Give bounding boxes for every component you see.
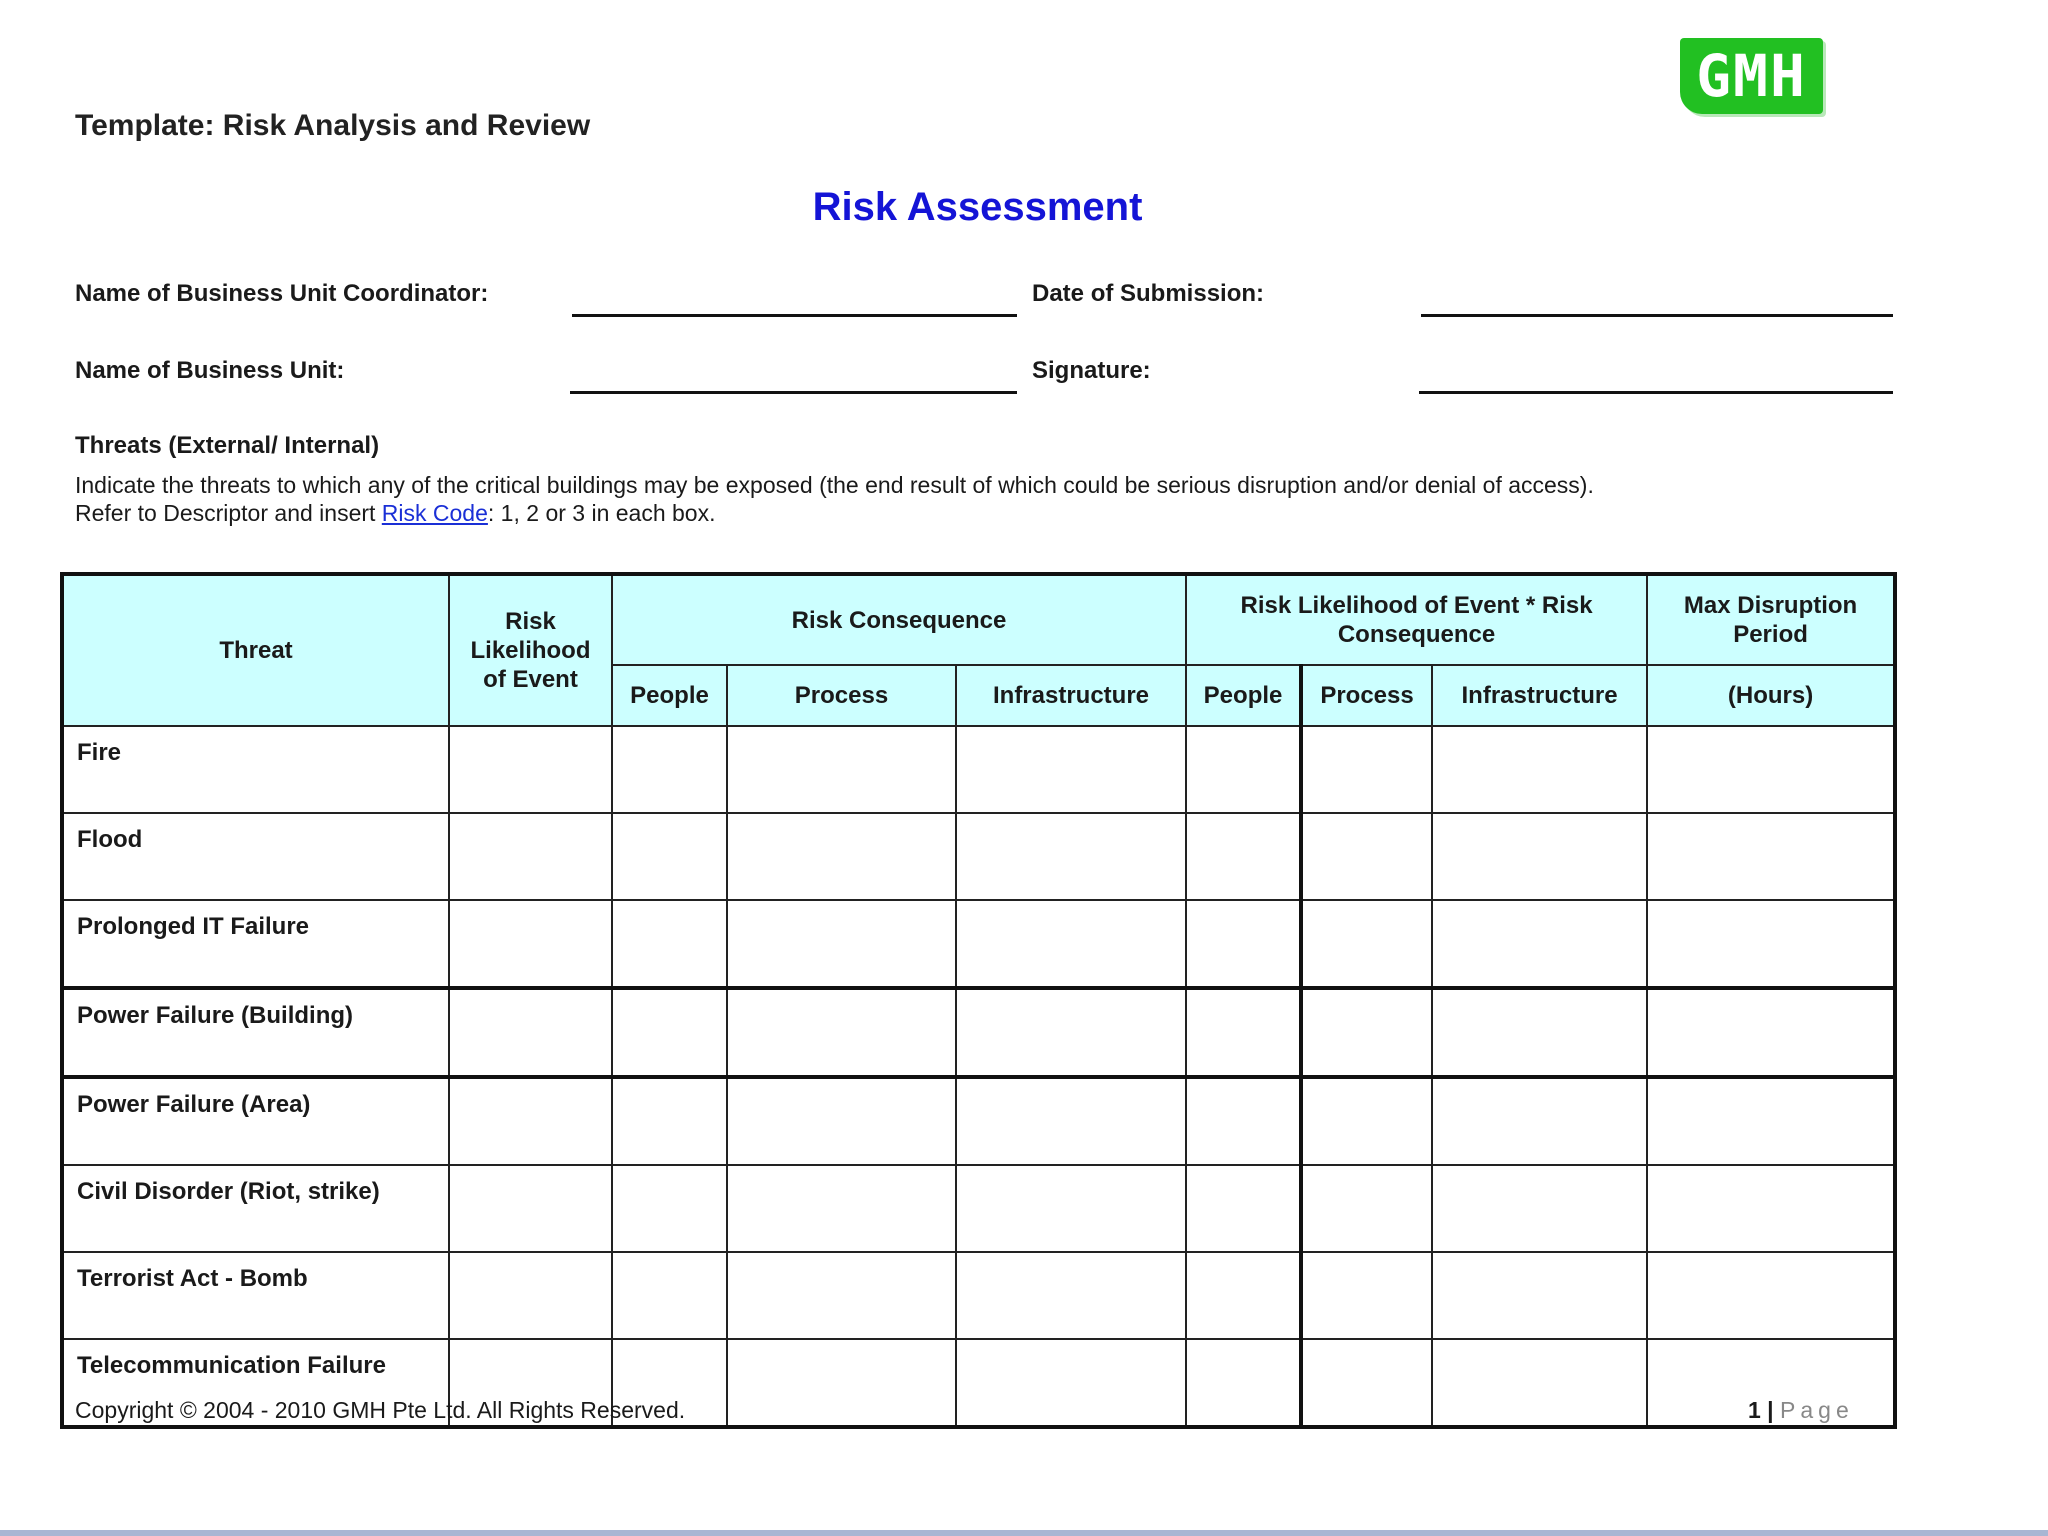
max-disruption-header: Max Disruption Period: [1647, 574, 1895, 665]
table-row: [62, 726, 1895, 813]
consequence-people-header: People: [612, 665, 727, 726]
product-infrastructure-header: Infrastructure: [1432, 665, 1647, 726]
product-process-cell[interactable]: [1301, 726, 1432, 813]
table-row: [62, 1252, 1895, 1339]
risk-code-link[interactable]: Risk Code: [381, 500, 488, 526]
instruction-line-2: [75, 500, 716, 527]
consequence-process-cell[interactable]: [727, 1165, 956, 1252]
likelihood-cell[interactable]: [449, 813, 612, 900]
consequence-process-header: Process: [727, 665, 956, 726]
product-infrastructure-cell[interactable]: [1432, 1077, 1647, 1165]
product-people-cell[interactable]: [1186, 1252, 1301, 1339]
page-number: 1: [1748, 1397, 1761, 1423]
submission-date-field[interactable]: [1421, 314, 1893, 317]
footer-copyright: Copyright © 2004 - 2010 GMH Pte Ltd. All Rights Reserved.: [75, 1397, 686, 1423]
consequence-infrastructure-cell[interactable]: [956, 1165, 1186, 1252]
consequence-infrastructure-cell[interactable]: [956, 900, 1186, 988]
gmh-logo: [1680, 38, 1823, 114]
table-row: [62, 988, 1895, 1077]
page-word: Page: [1780, 1397, 1854, 1423]
instruction-line-1: Indicate the threats to which any of the critical buildings may be exposed (the end result of which could be serious disruption and/or denial of access).: [75, 472, 1594, 498]
signature-label: Signature:: [1032, 357, 1151, 384]
product-process-cell[interactable]: [1301, 1077, 1432, 1165]
likelihood-consequence-group-header: Risk Likelihood of Event * Risk Consequence: [1186, 574, 1647, 665]
max-disruption-cell[interactable]: [1647, 900, 1895, 988]
consequence-infrastructure-cell[interactable]: [956, 813, 1186, 900]
logo-text: GMH: [1696, 42, 1807, 110]
consequence-process-cell[interactable]: [727, 900, 956, 988]
consequence-process-cell[interactable]: [727, 1077, 956, 1165]
page-indicator: [1748, 1397, 1854, 1424]
consequence-infrastructure-cell[interactable]: [956, 988, 1186, 1077]
table-row: [62, 1077, 1895, 1165]
instruction-suffix: : 1, 2 or 3 in each box.: [487, 500, 716, 526]
product-people-cell[interactable]: [1186, 1077, 1301, 1165]
max-disruption-cell[interactable]: [1647, 813, 1895, 900]
hours-subheader: (Hours): [1647, 665, 1895, 726]
product-people-cell[interactable]: [1186, 900, 1301, 988]
product-process-header: Process: [1301, 665, 1432, 726]
consequence-process-cell[interactable]: [727, 988, 956, 1077]
threat-column-header: Threat: [62, 574, 449, 726]
consequence-infrastructure-cell[interactable]: [956, 1077, 1186, 1165]
likelihood-column-header: Risk Likelihood of Event: [449, 574, 612, 726]
consequence-people-cell[interactable]: [612, 1077, 727, 1165]
product-people-cell[interactable]: [1186, 813, 1301, 900]
product-infrastructure-cell[interactable]: [1432, 1252, 1647, 1339]
viewer-bottom-edge: [0, 1530, 2048, 1536]
product-infrastructure-cell[interactable]: [1432, 1339, 1647, 1427]
table-row: [62, 900, 1895, 988]
consequence-people-cell[interactable]: [612, 1165, 727, 1252]
product-process-cell[interactable]: [1301, 1252, 1432, 1339]
likelihood-cell[interactable]: [449, 1165, 612, 1252]
likelihood-cell[interactable]: [449, 900, 612, 988]
product-infrastructure-cell[interactable]: [1432, 726, 1647, 813]
likelihood-cell[interactable]: [449, 1252, 612, 1339]
product-process-cell[interactable]: [1301, 988, 1432, 1077]
consequence-process-cell[interactable]: [727, 726, 956, 813]
threat-name: Prolonged IT Failure: [62, 900, 449, 988]
consequence-infrastructure-cell[interactable]: [956, 726, 1186, 813]
submission-date-label: Date of Submission:: [1032, 280, 1265, 307]
threats-heading: Threats (External/ Internal): [75, 432, 380, 459]
threat-name: Power Failure (Building): [62, 988, 449, 1077]
consequence-group-header: Risk Consequence: [612, 574, 1186, 665]
page-title: Risk Assessment: [812, 185, 1143, 229]
product-infrastructure-cell[interactable]: [1432, 813, 1647, 900]
likelihood-cell[interactable]: [449, 1077, 612, 1165]
template-title: Template: Risk Analysis and Review: [75, 109, 591, 142]
product-infrastructure-cell[interactable]: [1432, 1165, 1647, 1252]
likelihood-cell[interactable]: [449, 988, 612, 1077]
business-unit-label: Name of Business Unit:: [75, 357, 345, 384]
consequence-people-cell[interactable]: [612, 1252, 727, 1339]
product-people-cell[interactable]: [1186, 1165, 1301, 1252]
product-people-cell[interactable]: [1186, 1339, 1301, 1427]
threat-name: Terrorist Act - Bomb: [62, 1252, 449, 1339]
consequence-people-cell[interactable]: [612, 900, 727, 988]
max-disruption-cell[interactable]: [1647, 988, 1895, 1077]
threat-name: Fire: [62, 726, 449, 813]
table-row: [62, 1165, 1895, 1252]
product-infrastructure-cell[interactable]: [1432, 988, 1647, 1077]
product-infrastructure-cell[interactable]: [1432, 900, 1647, 988]
product-process-cell[interactable]: [1301, 1339, 1432, 1427]
business-unit-field[interactable]: [570, 391, 1017, 394]
max-disruption-cell[interactable]: [1647, 1252, 1895, 1339]
threat-name: Civil Disorder (Riot, strike): [62, 1165, 449, 1252]
consequence-process-cell[interactable]: [727, 1252, 956, 1339]
likelihood-cell[interactable]: [449, 726, 612, 813]
threat-name: Power Failure (Area): [62, 1077, 449, 1165]
product-people-cell[interactable]: [1186, 726, 1301, 813]
consequence-infrastructure-header: Infrastructure: [956, 665, 1186, 726]
max-disruption-cell[interactable]: [1647, 1077, 1895, 1165]
table-row: [62, 813, 1895, 900]
max-disruption-cell[interactable]: [1647, 726, 1895, 813]
product-people-header: People: [1186, 665, 1301, 726]
risk-table: [60, 572, 1897, 1429]
signature-field[interactable]: [1419, 391, 1893, 394]
consequence-infrastructure-cell[interactable]: [956, 1252, 1186, 1339]
threat-name: Telecommunication Failure: [62, 1339, 449, 1427]
product-people-cell[interactable]: [1186, 988, 1301, 1077]
page-separator: |: [1760, 1397, 1781, 1423]
instruction-prefix: Refer to Descriptor and insert: [75, 500, 382, 526]
consequence-process-cell[interactable]: [727, 1339, 956, 1427]
consequence-process-cell[interactable]: [727, 813, 956, 900]
product-process-cell[interactable]: [1301, 1165, 1432, 1252]
consequence-people-cell[interactable]: [612, 726, 727, 813]
threat-name: Flood: [62, 813, 449, 900]
consequence-people-cell[interactable]: [612, 813, 727, 900]
product-process-cell[interactable]: [1301, 900, 1432, 988]
consequence-infrastructure-cell[interactable]: [956, 1339, 1186, 1427]
consequence-people-cell[interactable]: [612, 988, 727, 1077]
coordinator-label: Name of Business Unit Coordinator:: [75, 280, 489, 307]
max-disruption-cell[interactable]: [1647, 1165, 1895, 1252]
coordinator-name-field[interactable]: [572, 314, 1017, 317]
product-process-cell[interactable]: [1301, 813, 1432, 900]
